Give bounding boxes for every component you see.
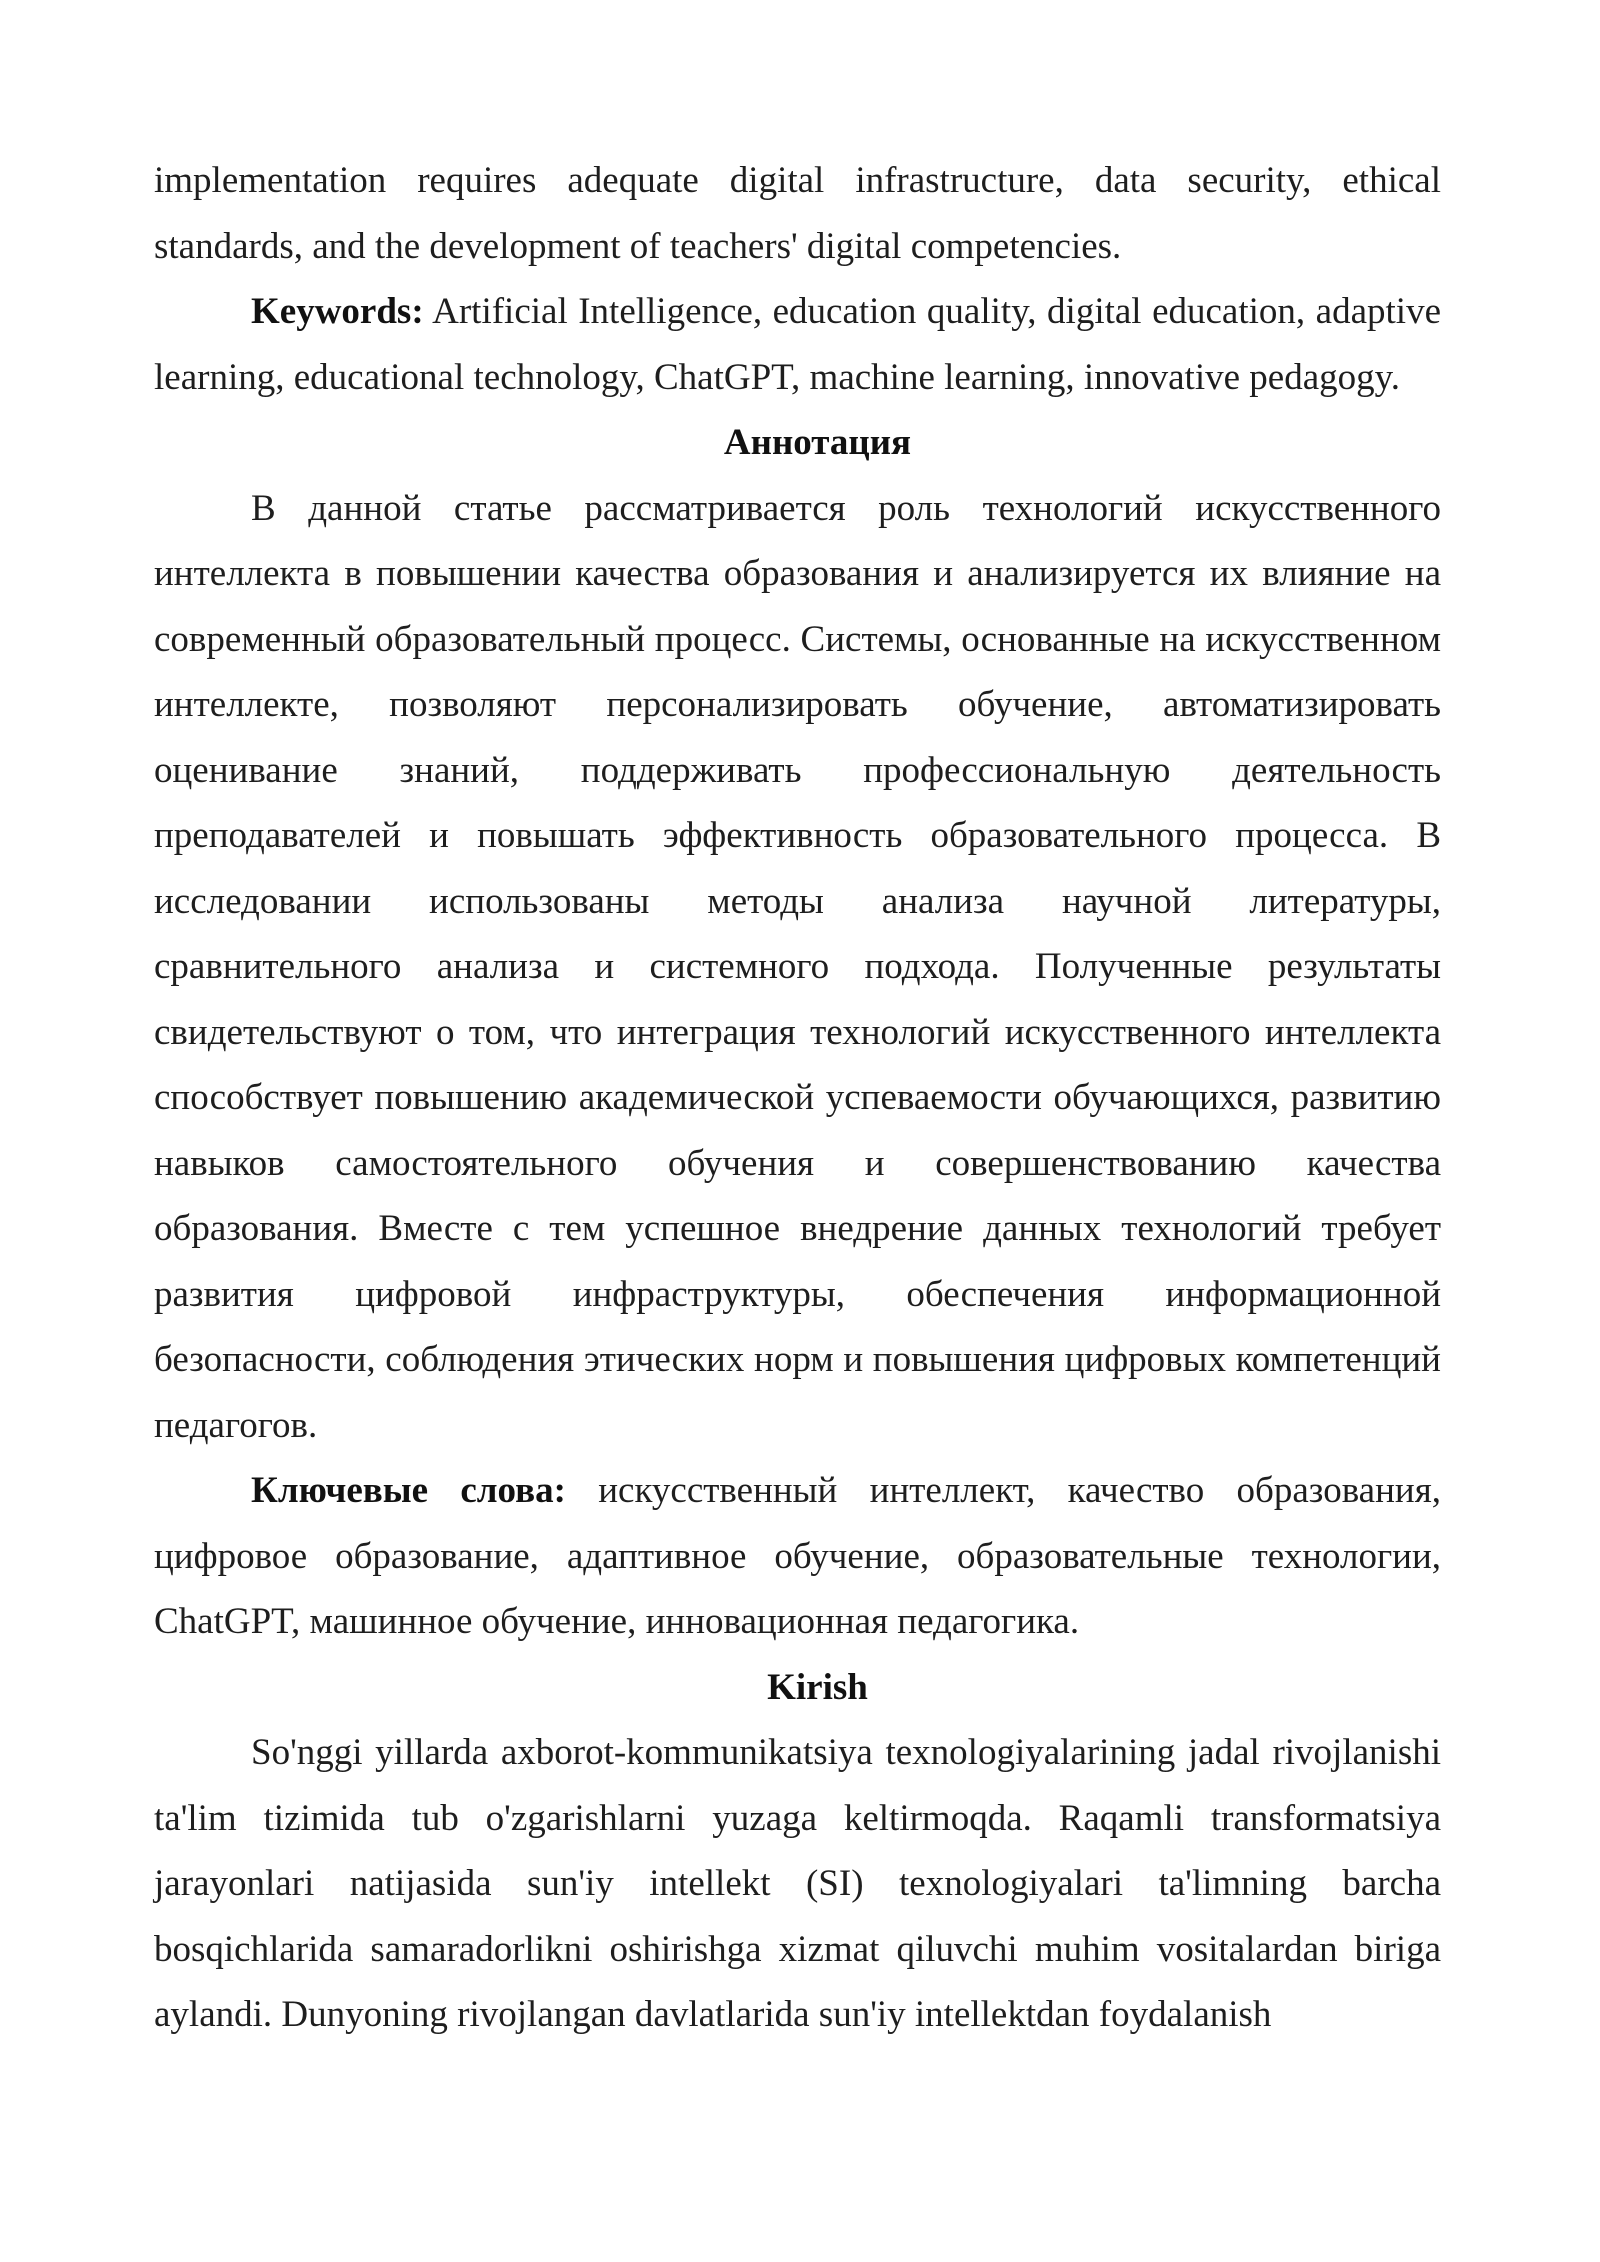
keywords-ru	[154, 1458, 1441, 1655]
document-page	[154, 148, 1441, 2048]
annotation-ru-heading: Аннотация	[723, 422, 912, 463]
intro-uz-text: So'nggi yillarda axborot-kommunikatsiya texnologiyalarining jadal rivojlanishi ta'lim tizimida tub o'zgarishlarni yuzaga keltirmoqda. Raqamli transformatsiya jarayonlari natijasida sun'iy intellekt (SI) texnologiyalari ta'limning barcha bosqichlarida samaradorlikni oshirishga xizmat qiluvchi muhim vositalardan biriga aylandi. Dunyoning rivojlangan davlatlarida sun'iy intellektdan foydalanish	[154, 1732, 1441, 2035]
keywords-ru-text: искусственный интеллект, качество образования, цифровое образование, адаптивное обучение, образовательные технологии, ChatGPT, машинное обучение, инновационная педагогика.	[154, 1470, 1441, 1642]
annotation-ru-text: В данной статье рассматривается роль технологий искусственного интеллекта в повышении качества образования и анализируется их влияние на современный образовательный процесс. Системы, основанные на искусственном интеллекте, позволяют персонализировать обучение, автоматизировать оценивание знаний, поддерживать профессиональную деятельность преподавателей и повышать эффективность образовательного процесса. В исследовании использованы методы анализа научной литературы, сравнительного анализа и системного подхода. Полученные результаты свидетельствуют о том, что интеграция технологий искусственного интеллекта способствует повышению академической успеваемости обучающихся, развитию навыков самостоятельного обучения и совершенствованию качества образования. Вместе с тем успешное внедрение данных технологий требует развития цифровой инфраструктуры, обеспечения информационной безопасности, соблюдения этических норм и повышения цифровых компетенций педагогов.	[154, 487, 1441, 1446]
intro-uz-heading: Kirish	[767, 1666, 868, 1708]
abstract-en-tail: implementation requires adequate digital infrastructure, data security, ethical standards, and the development of teachers' digital competencies.	[154, 160, 1441, 267]
keywords-en	[154, 279, 1441, 410]
keywords-ru-label: Ключевые слова:	[251, 1470, 566, 1511]
keywords-en-label: Keywords:	[251, 291, 424, 332]
keywords-en-text: Artificial Intelligence, education quality, digital education, adaptive learning, educational technology, ChatGPT, machine learning, innovative pedagogy.	[154, 291, 1441, 398]
